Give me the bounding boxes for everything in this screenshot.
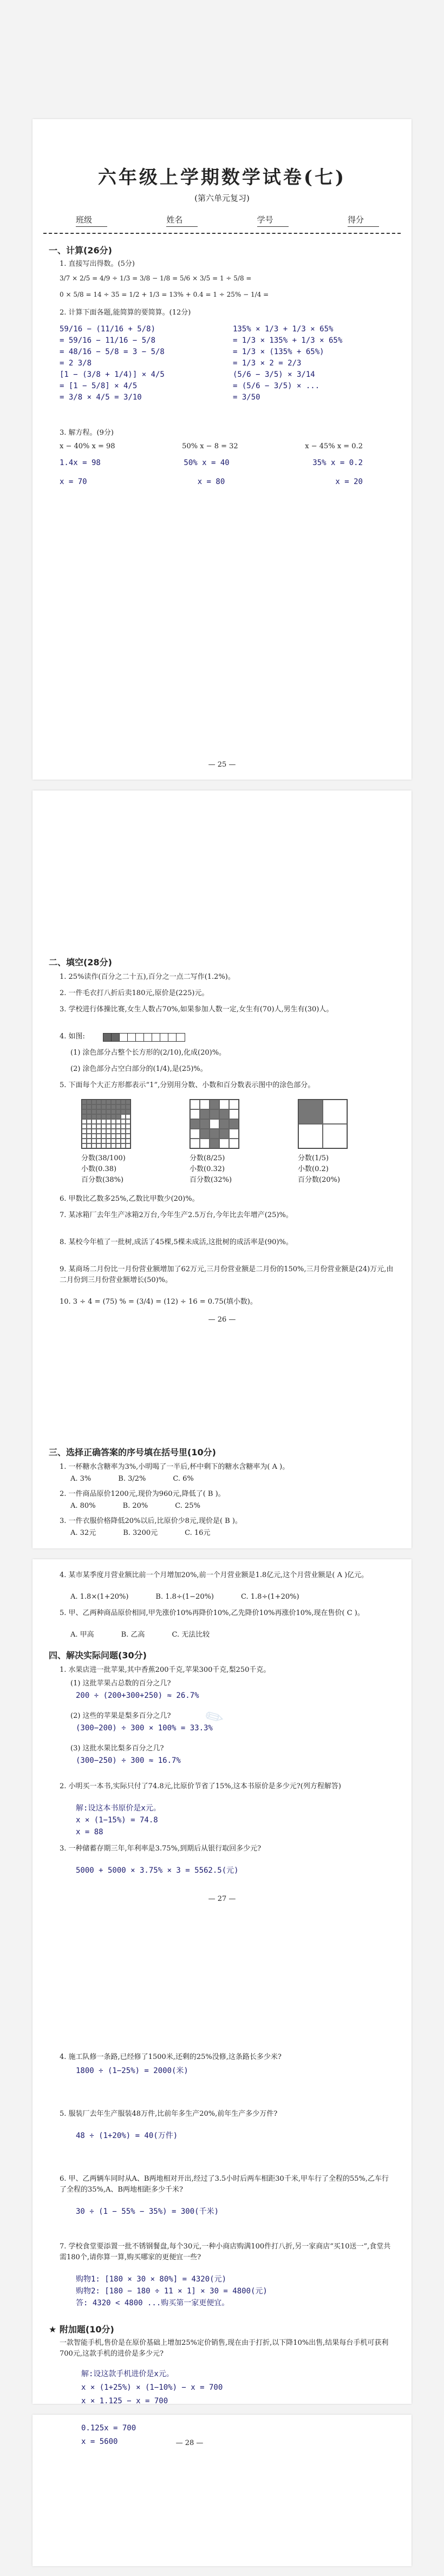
problem: 一款智能手机,售价是在原价基础上增加25%定价销售,现在由于打折,以下降10%出售,结果每台手机可获利700元,这款手机的进价是多少元?	[60, 2339, 389, 2358]
handwritten-answer: x = 88	[76, 1828, 103, 1836]
work-line: 35% x = 0.2	[312, 459, 363, 467]
sub-question: (2) 这些的苹果是梨多百分之几?	[70, 1712, 171, 1720]
answer-fraction: 分数(38/100)	[81, 1154, 126, 1162]
grid-twenty-five	[190, 1099, 239, 1149]
choice-options	[70, 1630, 406, 1640]
work-line: = 1/3 × 2 = 2/3	[233, 359, 302, 368]
section-title: 三、选择正确答案的序号填在括号里(10分)	[49, 1447, 216, 1457]
option[interactable]: C. 16元	[185, 1529, 211, 1537]
problem: 7. 学校食堂要添置一批不锈钢餐盘,每个30元,一种小商店购满100件打八折,另一家商店“买10送一”,食堂共需180个,请你算一算,购买哪家的更便宜一些?	[60, 2242, 391, 2261]
watermark: ✎	[200, 1702, 229, 1734]
problem: 1. 水果店进一批苹果,其中香蕉200千克,苹果300千克,梨250千克。	[60, 1666, 271, 1674]
handwritten-answer: 5000 + 5000 × 3.75% × 3 = 5562.5(元)	[76, 1866, 239, 1875]
option[interactable]: C. 无法比较	[172, 1631, 210, 1639]
answer-decimal: 小数(0.38)	[81, 1165, 117, 1173]
equations-row	[60, 441, 363, 452]
equation: x − 45% x = 0.2	[305, 442, 363, 450]
answer-decimal: 小数(0.2)	[298, 1165, 329, 1173]
choice-options	[70, 1592, 406, 1603]
answer-percent: 百分数(38%)	[81, 1176, 124, 1184]
handwritten-answer: 48 ÷ (1+20%) = 40(万件)	[76, 2132, 178, 2140]
handwritten-answer: 30 ÷ (1 − 55% − 35%) = 300(千米)	[76, 2207, 219, 2216]
work-line: = 59/16 − 11/16 − 5/8	[60, 336, 156, 345]
option[interactable]: A. 3%	[70, 1475, 92, 1483]
work-column-b	[233, 324, 395, 403]
work-line: 135% × 1/3 + 1/3 × 65%	[233, 325, 334, 334]
fill-item: 6. 甲数比乙数多25%,乙数比甲数少(20)%。	[60, 1195, 199, 1203]
option[interactable]: A. 甲高	[70, 1631, 94, 1639]
sub-question: (3) 这批水果比梨多百分之几?	[70, 1744, 164, 1753]
problem: 4. 施工队修一条路,已经修了1500米,还剩的25%没修,这条路长多少米?	[60, 2053, 282, 2061]
question-row: 0 × 5/8 = 14 ÷ 35 = 1/2 + 1/3 = 13% + 0.4 = 1 ÷ 25% − 1/4 =	[60, 291, 269, 298]
work-line: = [1 − 5/8] × 4/5	[60, 382, 138, 390]
student-info-row	[76, 214, 379, 227]
handwritten-answer: x × (1+25%) × (1−10%) − x = 700	[81, 2383, 223, 2392]
fill-item: 8. 某校今年植了一批树,成活了45棵,5棵未成活,这批树的成活率是(90)%。	[60, 1238, 293, 1246]
option[interactable]: B. 3200元	[123, 1529, 158, 1537]
rectangle-figure	[103, 1033, 185, 1042]
equation-answer-row	[60, 476, 363, 488]
answer: x = 70	[60, 478, 87, 486]
answer-percent: 百分数(32%)	[190, 1176, 232, 1184]
page-number: — 28 —	[175, 2439, 204, 2447]
question: 1. 直接写出得数。(5分)	[60, 260, 135, 268]
option[interactable]: C. 1.8÷(1+20%)	[241, 1593, 299, 1601]
handwritten-answer: x × (1−15%) = 74.8	[76, 1816, 158, 1825]
fill-item: 10. 3 ÷ 4 = (75) % = (3/4) = (12) ÷ 16 = 0.75(填小数)。	[60, 1298, 257, 1306]
page-number: — 25 —	[208, 761, 236, 769]
question: 2. 计算下面各题,能简算的要简算。(12分)	[60, 309, 191, 317]
answer: x = 80	[197, 478, 225, 486]
handwritten-answer: (300−250) ÷ 300 ≈ 16.7%	[76, 1756, 181, 1765]
page-number: — 26 —	[208, 1316, 236, 1324]
option[interactable]: B. 20%	[122, 1502, 148, 1510]
problem: 3. 一种储蓄存期三年,年利率是3.75%,到期后从银行取回多少元?	[60, 1845, 262, 1853]
handwritten-answer: 200 ÷ (200+300+250) ≈ 26.7%	[76, 1691, 199, 1700]
work-line: = 2 3/8	[60, 359, 92, 368]
equation-work-row	[60, 457, 363, 469]
answer: x = 20	[335, 478, 363, 486]
choice-question: 2. 一件商品原价1200元,现价为960元,降低了( B )。	[60, 1490, 225, 1498]
option[interactable]: A. 32元	[70, 1529, 96, 1537]
answer-fraction: 分数(1/5)	[298, 1154, 329, 1162]
answer-decimal: 小数(0.32)	[190, 1165, 225, 1173]
choice-question: 5. 甲、乙两种商品原价相同,甲先涨价10%再降价10%,乙先降价10%再涨价10%,现在售价( C )。	[60, 1609, 364, 1617]
fill-item: 5. 下面每个大正方形都表示“1”,分别用分数、小数和百分数表示图中的涂色部分。	[60, 1081, 315, 1089]
answer-fraction: 分数(8/25)	[190, 1154, 225, 1162]
work-line: = 48/16 − 5/8 = 3 − 5/8	[60, 348, 165, 356]
exam-subtitle: (第六单元复习)	[194, 193, 250, 203]
work-line: 59/16 − (11/16 + 5/8)	[60, 325, 156, 334]
choice-options	[70, 1528, 406, 1539]
option[interactable]: C. 25%	[175, 1502, 200, 1510]
handwritten-answer: 解:设这本书原价是x元。	[76, 1804, 161, 1813]
fill-item: 2. 一件毛衣打八折后卖180元,原价是(225)元。	[60, 989, 209, 997]
work-column-a	[60, 324, 222, 403]
work-line: = 3/50	[233, 393, 260, 402]
grid-hundred	[81, 1099, 131, 1149]
choice-question: 3. 一件衣服价格降低20%以后,比原价少8元,现价是( B )。	[60, 1517, 242, 1525]
work-line: = 1/3 × 135% + 1/3 × 65%	[233, 336, 343, 345]
equation: 50% x − 8 = 32	[182, 442, 238, 450]
section-title: 二、填空(28分)	[49, 957, 112, 967]
work-line: 1.4x = 98	[60, 459, 101, 467]
handwritten-answer: 答: 4320 < 4800 ...购买第一家更便宜。	[76, 2299, 230, 2307]
name-field[interactable]: 姓名	[166, 214, 198, 227]
problem: 6. 甲、乙两辆车同时从A、B两地相对开出,经过了3.5小时后两车相距30千米,甲车行了全程的55%,乙车行了全程的35%,A、B两地相距多少千米?	[60, 2175, 389, 2194]
score-field[interactable]: 得分	[348, 214, 379, 227]
option[interactable]: C. 6%	[173, 1475, 194, 1483]
work-line: = (5/6 − 3/5) × ...	[233, 382, 320, 390]
fill-item: 9. 某商场二月份比一月份营业额增加了62万元,三月份营业额是二月份的150%,三月份营业额是(24)万元,由二月份到三月份营业额增长(50)%。	[60, 1265, 394, 1284]
handwritten-answer: 1800 ÷ (1−25%) = 2000(米)	[76, 2067, 188, 2075]
option[interactable]: B. 乙高	[121, 1631, 145, 1639]
option[interactable]: A. 80%	[70, 1502, 96, 1510]
fill-item: 1. 25%读作(百分之二十五),百分之一点二写作(1.2%)。	[60, 973, 235, 981]
option[interactable]: A. 1.8×(1+20%)	[70, 1593, 129, 1601]
page-number: — 27 —	[208, 1895, 236, 1903]
problem: 2. 小明买一本书,实际只付了74.8元,比原价节省了15%,这本书原价是多少元?(列方程解答)	[60, 1782, 341, 1790]
section-title: ★ 附加题(10分)	[49, 2324, 114, 2335]
problem: 5. 服装厂去年生产服装48万件,比前年多生产20%,前年生产多少万件?	[60, 2110, 278, 2118]
id-field[interactable]: 学号	[257, 214, 289, 227]
sub-question: (1) 这批苹果占总数的百分之几?	[70, 1679, 171, 1688]
choice-question: 4. 某市某季度月营业额比前一个月增加20%,前一个月营业额是1.8亿元,这个月营业额是( A )亿元。	[60, 1571, 369, 1579]
choice-options	[70, 1474, 406, 1485]
choice-options	[70, 1501, 406, 1512]
question-row: 3/7 × 2/5 = 4/9 ÷ 1/3 = 3/8 − 1/8 = 5/6 × 3/5 = 1 ÷ 5/8 =	[60, 274, 252, 282]
fill-item: (2) 涂色部分占空白部分的(1/4),是(25)%。	[70, 1065, 207, 1073]
grid-five	[298, 1099, 348, 1149]
work-line: = 1/3 × (135% + 65%)	[233, 348, 324, 356]
handwritten-answer: x × 1.125 − x = 700	[81, 2397, 168, 2405]
exam-title: 六年级上学期数学试卷(七)	[97, 167, 347, 188]
divider	[43, 233, 401, 234]
handwritten-answer: 购物1: [180 × 30 × 80%] = 4320(元)	[76, 2275, 227, 2284]
handwritten-answer: 购物2: [180 − 180 ÷ 11 × 1] × 30 = 4800(元)	[76, 2287, 267, 2296]
section-title: 四、解决实际问题(30分)	[49, 1650, 147, 1660]
equation: x − 40% x = 98	[60, 442, 115, 450]
class-field[interactable]: 班级	[76, 214, 107, 227]
choice-question: 1. 一杯糖水含糖率为3%,小明喝了一半后,杯中剩下的糖水含糖率为( A )。	[60, 1463, 290, 1471]
option[interactable]: B. 3/2%	[118, 1475, 146, 1483]
fill-item: 4. 如图:	[60, 1032, 85, 1041]
work-line: [1 − (3/8 + 1/4)] × 4/5	[60, 370, 165, 379]
handwritten-answer: 0.125x = 700	[81, 2424, 136, 2433]
fill-item: 3. 学校进行体操比赛,女生人数占70%,如果参加人数一定,女生有(70)人,男生有(30)人。	[60, 1005, 334, 1014]
fill-item: 7. 某冰箱厂去年生产冰箱2万台,今年生产2.5万台,今年比去年增产(25)%。	[60, 1211, 293, 1219]
fill-item: (1) 涂色部分占整个长方形的(2/10),化成(20)%。	[70, 1049, 226, 1057]
handwritten-answer: 解:设这款手机进价是x元。	[81, 2370, 174, 2378]
option[interactable]: B. 1.8÷(1−20%)	[155, 1593, 214, 1601]
section-title: 一、计算(26分)	[49, 245, 112, 256]
handwritten-answer: x = 5600	[81, 2437, 118, 2446]
handwritten-answer: (300−200) ÷ 300 × 100% = 33.3%	[76, 1724, 213, 1732]
work-line: = 3/8 × 4/5 = 3/10	[60, 393, 142, 402]
work-line: (5/6 − 3/5) × 3/14	[233, 370, 315, 379]
answer-percent: 百分数(20%)	[298, 1176, 341, 1184]
question: 3. 解方程。(9分)	[60, 429, 114, 437]
work-line: 50% x = 40	[184, 459, 230, 467]
